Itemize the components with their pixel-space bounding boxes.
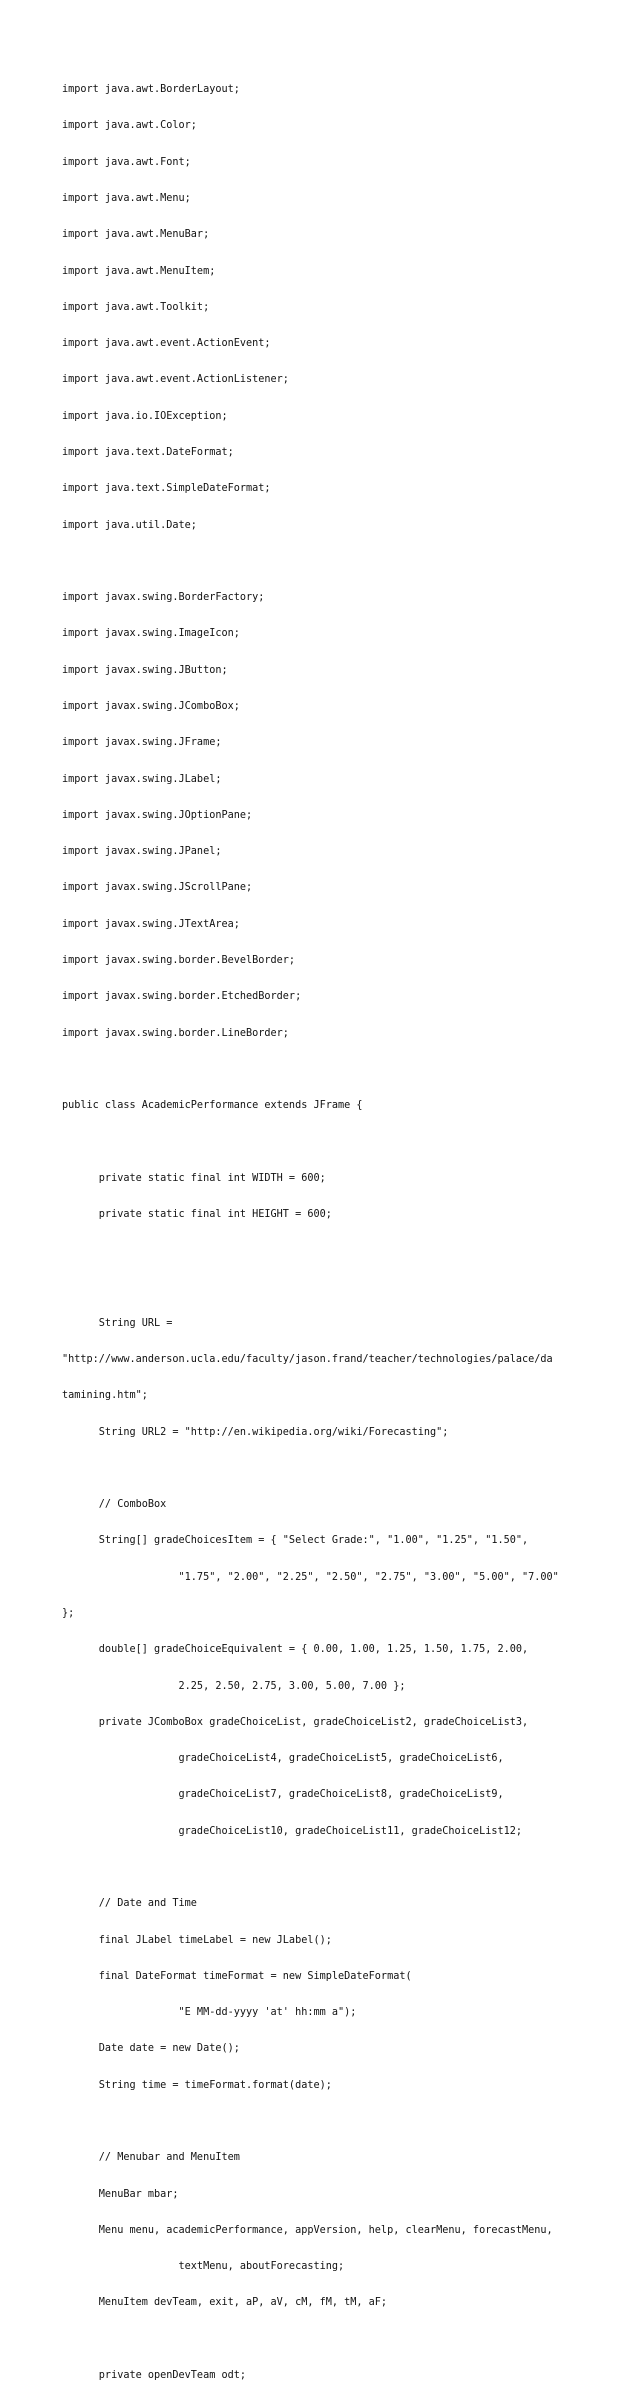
code-line: String[] gradeChoicesItem = { "Select Grade:", "1.00", "1.25", "1.50", [62,1535,529,1547]
code-line: import javax.swing.border.EtchedBorder; [62,991,302,1003]
code-line: import javax.swing.JFrame; [62,737,222,749]
blank-line [62,2334,559,2346]
code-line: import javax.swing.JButton; [62,664,228,676]
code-line: private static final int WIDTH = 600; [62,1172,326,1184]
blank-line [62,1281,559,1293]
code-comment: // Menubar and MenuItem [62,2152,240,2164]
code-line: "http://www.anderson.ucla.edu/faculty/jason.frand/teacher/technologies/palace/da [62,1354,553,1366]
code-line: String URL = [62,1317,173,1329]
code-line: import java.awt.Color; [62,120,197,132]
code-line: import javax.swing.JComboBox; [62,700,240,712]
code-line: double[] gradeChoiceEquivalent = { 0.00, 1.00, 1.25, 1.50, 1.75, 2.00, [62,1644,529,1656]
code-line: MenuItem devTeam, exit, aP, aV, cM, fM, tM, aF; [62,2297,388,2309]
code-line: MenuBar mbar; [62,2188,179,2200]
code-line: import javax.swing.JOptionPane; [62,809,253,821]
blank-line [62,556,559,568]
code-comment: // ComboBox [62,1499,167,1511]
blank-line [62,1463,559,1475]
blank-line [62,1064,559,1076]
code-line: import javax.swing.ImageIcon; [62,628,240,640]
code-line: import java.awt.Menu; [62,193,191,205]
code-line: Menu menu, academicPerformance, appVersion, help, clearMenu, forecastMenu, [62,2224,553,2236]
code-comment: // Date and Time [62,1898,197,1910]
code-line: tamining.htm"; [62,1390,148,1402]
code-line: import javax.swing.border.BevelBorder; [62,954,296,966]
code-line: import javax.swing.JTextArea; [62,918,240,930]
blank-line [62,2116,559,2128]
code-listing [62,60,559,2406]
code-line: final JLabel timeLabel = new JLabel(); [62,1934,332,1946]
code-line: import java.awt.event.ActionEvent; [62,338,271,350]
code-line: gradeChoiceList7, gradeChoiceList8, gradeChoiceList9, [62,1789,504,1801]
code-line: import javax.swing.JLabel; [62,773,222,785]
code-line: private openDevTeam odt; [62,2369,247,2381]
blank-line [62,1245,559,1257]
code-line: import javax.swing.JScrollPane; [62,882,253,894]
code-line: gradeChoiceList4, gradeChoiceList5, gradeChoiceList6, [62,1753,504,1765]
code-line: String URL2 = "http://en.wikipedia.org/wiki/Forecasting"; [62,1426,449,1438]
code-line: private JComboBox gradeChoiceList, gradeChoiceList2, gradeChoiceList3, [62,1716,529,1728]
code-line: import java.awt.MenuItem; [62,265,216,277]
code-line: public class AcademicPerformance extends JFrame { [62,1100,363,1112]
code-line: import java.text.DateFormat; [62,447,234,458]
code-line: import javax.swing.border.LineBorder; [62,1027,289,1039]
code-line: import java.awt.BorderLayout; [62,84,240,96]
code-line: 2.25, 2.50, 2.75, 3.00, 5.00, 7.00 }; [62,1680,406,1692]
code-line: Date date = new Date(); [62,2043,240,2055]
code-line: import java.text.SimpleDateFormat; [62,483,271,495]
code-line: import java.util.Date; [62,519,197,531]
code-line: "1.75", "2.00", "2.25", "2.50", "2.75", "3.00", "5.00", "7.00" [62,1571,559,1583]
code-line: import java.awt.MenuBar; [62,229,210,241]
code-line: import javax.swing.BorderFactory; [62,592,265,604]
blank-line [62,1136,559,1148]
code-line: final DateFormat timeFormat = new SimpleDateFormat( [62,1970,412,1982]
code-line: textMenu, aboutForecasting; [62,2261,345,2273]
code-line: private static final int HEIGHT = 600; [62,1208,332,1220]
code-line: import java.io.IOException; [62,410,228,422]
code-line: import javax.swing.JPanel; [62,846,222,858]
code-line: "E MM-dd-yyyy 'at' hh:mm a"); [62,2007,357,2019]
code-line: gradeChoiceList10, gradeChoiceList11, gradeChoiceList12; [62,1825,523,1837]
blank-line [62,1862,559,1874]
code-line: import java.awt.Toolkit; [62,301,210,313]
code-line: String time = timeFormat.format(date); [62,2079,332,2091]
code-line: import java.awt.Font; [62,156,191,168]
code-line: import java.awt.event.ActionListener; [62,374,289,386]
code-line: }; [62,1608,75,1619]
